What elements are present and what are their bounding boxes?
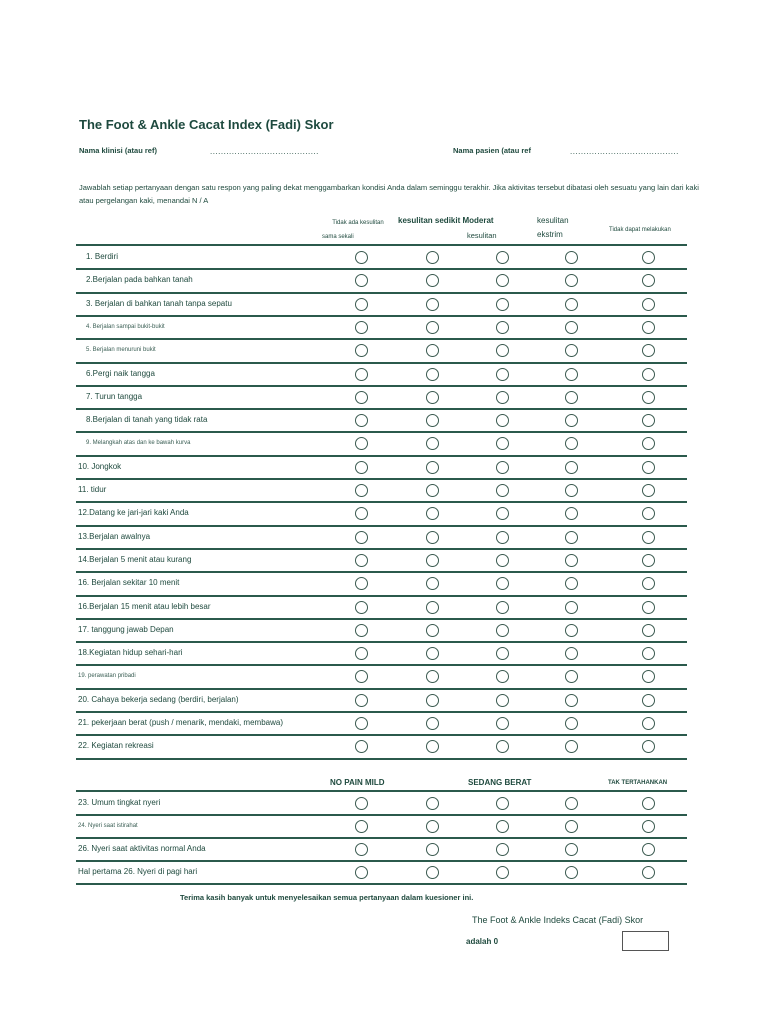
activity-radio-option-5[interactable] bbox=[642, 461, 655, 474]
activity-radio-option-3[interactable] bbox=[496, 298, 509, 311]
pain-radio-option-4[interactable] bbox=[565, 820, 578, 833]
activity-radio-option-1[interactable] bbox=[355, 694, 368, 707]
pain-radio-option-1[interactable] bbox=[355, 843, 368, 856]
activity-question-label: 20. Cahaya bekerja sedang (berdiri, berjalan) bbox=[78, 694, 239, 704]
activity-question-label: 6.Pergi naik tangga bbox=[86, 368, 155, 378]
activity-question-label: 12.Datang ke jari-jari kaki Anda bbox=[78, 508, 189, 518]
pain-radio-option-2[interactable] bbox=[426, 797, 439, 810]
activity-question-label: 8.Berjalan di tanah yang tidak rata bbox=[86, 415, 208, 425]
activity-radio-option-5[interactable] bbox=[642, 274, 655, 287]
activity-radio-option-1[interactable] bbox=[355, 531, 368, 544]
activity-radio-option-4[interactable] bbox=[565, 414, 578, 427]
pain-radio-option-4[interactable] bbox=[565, 866, 578, 879]
pain-row bbox=[76, 792, 687, 815]
activity-radio-option-4[interactable] bbox=[565, 694, 578, 707]
pain-row bbox=[76, 815, 687, 838]
activity-row bbox=[76, 339, 687, 362]
activity-row bbox=[76, 269, 687, 292]
activity-radio-option-2[interactable] bbox=[426, 717, 439, 730]
score-title: The Foot & Ankle Indeks Cacat (Fadi) Skor bbox=[472, 915, 644, 925]
pain-radio-option-5[interactable] bbox=[642, 797, 655, 810]
activity-radio-option-2[interactable] bbox=[426, 484, 439, 497]
activity-radio-option-3[interactable] bbox=[496, 554, 509, 567]
activity-question-label: 22. Kegiatan rekreasi bbox=[78, 741, 154, 751]
pain-row bbox=[76, 861, 687, 884]
col4-line1: kesulitan bbox=[537, 216, 569, 225]
activity-radio-option-5[interactable] bbox=[642, 624, 655, 637]
activity-radio-option-2[interactable] bbox=[426, 507, 439, 520]
activity-radio-option-5[interactable] bbox=[642, 321, 655, 334]
activity-radio-option-5[interactable] bbox=[642, 601, 655, 614]
activity-radio-option-4[interactable] bbox=[565, 437, 578, 450]
activity-question-label: 19. perawatan pribadi bbox=[78, 673, 136, 680]
activity-radio-option-2[interactable] bbox=[426, 554, 439, 567]
activity-radio-option-3[interactable] bbox=[496, 670, 509, 683]
activity-radio-option-2[interactable] bbox=[426, 624, 439, 637]
activity-radio-option-1[interactable] bbox=[355, 437, 368, 450]
activity-radio-option-4[interactable] bbox=[565, 647, 578, 660]
activity-radio-option-2[interactable] bbox=[426, 321, 439, 334]
activity-radio-option-2[interactable] bbox=[426, 274, 439, 287]
activity-radio-option-1[interactable] bbox=[355, 321, 368, 334]
col4-line2: ekstrim bbox=[537, 230, 563, 239]
activity-question-label: 16.Berjalan 15 menit atau lebih besar bbox=[78, 601, 211, 611]
pain-radio-option-2[interactable] bbox=[426, 866, 439, 879]
col-header-3: kesulitan bbox=[467, 231, 497, 240]
pain-col-header-3: TAK TERTAHANKAN bbox=[608, 780, 668, 786]
activity-radio-option-2[interactable] bbox=[426, 251, 439, 264]
pain-divider bbox=[76, 883, 687, 885]
activity-radio-option-4[interactable] bbox=[565, 740, 578, 753]
activity-question-label: 18.Kegiatan hidup sehari-hari bbox=[78, 648, 183, 658]
activity-radio-option-4[interactable] bbox=[565, 624, 578, 637]
col1-line1: Tidak ada kesulitan bbox=[332, 220, 384, 226]
activity-radio-option-5[interactable] bbox=[642, 298, 655, 311]
activity-question-label: 7. Turun tangga bbox=[86, 391, 143, 401]
activity-radio-option-3[interactable] bbox=[496, 624, 509, 637]
activity-radio-option-3[interactable] bbox=[496, 740, 509, 753]
activity-question-label: 11. tidur bbox=[78, 485, 107, 494]
activity-radio-option-5[interactable] bbox=[642, 554, 655, 567]
activity-question-label: 17. tanggung jawab Depan bbox=[78, 624, 174, 634]
activity-radio-option-5[interactable] bbox=[642, 670, 655, 683]
activity-radio-option-5[interactable] bbox=[642, 391, 655, 404]
activity-radio-option-4[interactable] bbox=[565, 577, 578, 590]
activity-radio-option-2[interactable] bbox=[426, 694, 439, 707]
patient-field[interactable]: ........................................ bbox=[570, 147, 679, 156]
pain-row bbox=[76, 838, 687, 861]
activity-question-label: 5. Berjalan menuruni bukit bbox=[86, 347, 156, 354]
pain-radio-option-3[interactable] bbox=[496, 820, 509, 833]
activity-radio-option-1[interactable] bbox=[355, 391, 368, 404]
activity-row bbox=[76, 619, 687, 642]
activity-radio-option-3[interactable] bbox=[496, 414, 509, 427]
activity-radio-option-2[interactable] bbox=[426, 298, 439, 311]
activity-question-label: 10. Jongkok bbox=[78, 461, 122, 471]
activity-row bbox=[76, 665, 687, 688]
activity-radio-option-3[interactable] bbox=[496, 484, 509, 497]
activity-radio-option-1[interactable] bbox=[355, 368, 368, 381]
activity-radio-option-2[interactable] bbox=[426, 670, 439, 683]
activity-radio-option-3[interactable] bbox=[496, 647, 509, 660]
activity-question-label: 3. Berjalan di bahkan tanah tanpa sepatu bbox=[86, 298, 232, 308]
form-title: The Foot & Ankle Cacat Index (Fadi) Skor bbox=[79, 117, 334, 132]
activity-radio-option-2[interactable] bbox=[426, 601, 439, 614]
clinician-field[interactable]: ........................................ bbox=[210, 147, 319, 156]
activity-radio-option-1[interactable] bbox=[355, 577, 368, 590]
activity-radio-option-3[interactable] bbox=[496, 461, 509, 474]
activity-radio-option-2[interactable] bbox=[426, 531, 439, 544]
activity-radio-option-1[interactable] bbox=[355, 274, 368, 287]
activity-radio-option-1[interactable] bbox=[355, 414, 368, 427]
activity-row bbox=[76, 409, 687, 432]
score-box[interactable] bbox=[622, 931, 669, 951]
col-header-5: Tidak dapat melakukan bbox=[609, 227, 671, 233]
activity-radio-option-2[interactable] bbox=[426, 391, 439, 404]
activity-radio-option-3[interactable] bbox=[496, 694, 509, 707]
activity-question-label: 13.Berjalan awalnya bbox=[78, 531, 151, 541]
thanks-note: Terima kasih banyak untuk menyelesaikan semua pertanyaan dalam kuesioner ini. bbox=[180, 893, 474, 902]
activity-radio-option-1[interactable] bbox=[355, 717, 368, 730]
clinician-label: Nama klinisi (atau ref) bbox=[79, 146, 157, 155]
activity-question-label: 21. pekerjaan berat (push / menarik, mendaki, membawa) bbox=[78, 718, 283, 727]
activity-radio-option-4[interactable] bbox=[565, 531, 578, 544]
activity-radio-option-3[interactable] bbox=[496, 391, 509, 404]
pain-radio-option-3[interactable] bbox=[496, 843, 509, 856]
activity-radio-option-3[interactable] bbox=[496, 251, 509, 264]
activity-radio-option-5[interactable] bbox=[642, 251, 655, 264]
pain-radio-option-2[interactable] bbox=[426, 843, 439, 856]
activity-question-label: 2.Berjalan pada bahkan tanah bbox=[86, 275, 193, 285]
pain-question-label: 26. Nyeri saat aktivitas normal Anda bbox=[78, 844, 206, 853]
activity-radio-option-3[interactable] bbox=[496, 274, 509, 287]
activity-radio-option-3[interactable] bbox=[496, 717, 509, 730]
activity-question-label: 1. Berdiri bbox=[86, 252, 119, 261]
activity-radio-option-5[interactable] bbox=[642, 344, 655, 357]
activity-radio-option-4[interactable] bbox=[565, 554, 578, 567]
col-header-2: kesulitan sedikit Moderat bbox=[398, 216, 494, 225]
pain-radio-option-1[interactable] bbox=[355, 866, 368, 879]
activity-radio-option-2[interactable] bbox=[426, 368, 439, 381]
activity-radio-option-2[interactable] bbox=[426, 437, 439, 450]
activity-radio-option-1[interactable] bbox=[355, 484, 368, 497]
activity-row bbox=[76, 363, 687, 386]
activity-question-label: 14.Berjalan 5 menit atau kurang bbox=[78, 554, 192, 564]
activity-radio-option-4[interactable] bbox=[565, 298, 578, 311]
activity-radio-option-4[interactable] bbox=[565, 670, 578, 683]
activity-row bbox=[76, 502, 687, 525]
activity-radio-option-5[interactable] bbox=[642, 484, 655, 497]
activity-radio-option-1[interactable] bbox=[355, 344, 368, 357]
col-header-4 bbox=[537, 214, 569, 242]
activity-radio-option-4[interactable] bbox=[565, 507, 578, 520]
activity-radio-option-2[interactable] bbox=[426, 740, 439, 753]
activity-radio-option-5[interactable] bbox=[642, 531, 655, 544]
activity-radio-option-1[interactable] bbox=[355, 624, 368, 637]
activity-row bbox=[76, 479, 687, 502]
activity-radio-option-4[interactable] bbox=[565, 321, 578, 334]
activity-radio-option-1[interactable] bbox=[355, 507, 368, 520]
pain-col-header-2: SEDANG BERAT bbox=[468, 778, 532, 787]
pain-radio-option-4[interactable] bbox=[565, 843, 578, 856]
activity-radio-option-1[interactable] bbox=[355, 554, 368, 567]
pain-radio-option-4[interactable] bbox=[565, 797, 578, 810]
col1-line2: sama sekali bbox=[322, 234, 354, 240]
activity-radio-option-1[interactable] bbox=[355, 670, 368, 683]
activity-radio-option-3[interactable] bbox=[496, 577, 509, 590]
activity-radio-option-1[interactable] bbox=[355, 298, 368, 311]
pain-radio-option-1[interactable] bbox=[355, 820, 368, 833]
instructions: Jawablah setiap pertanyaan dengan satu respon yang paling dekat menggambarkan kondisi Anda dalam seminggu terakhir. Jika aktivitas tersebut dibatasi oleh sesuatu yang lain dari kaki atau pergelangan kaki, menandai N / A bbox=[79, 183, 699, 205]
activity-question-label: 9. Melangkah atas dan ke bawah kurva bbox=[86, 440, 191, 447]
pain-question-label: 24. Nyeri saat istirahat bbox=[78, 823, 138, 829]
activity-radio-option-1[interactable] bbox=[355, 740, 368, 753]
activity-row bbox=[76, 526, 687, 549]
pain-radio-option-5[interactable] bbox=[642, 866, 655, 879]
activity-radio-option-2[interactable] bbox=[426, 344, 439, 357]
activity-radio-option-1[interactable] bbox=[355, 461, 368, 474]
activity-radio-option-4[interactable] bbox=[565, 391, 578, 404]
activity-radio-option-5[interactable] bbox=[642, 694, 655, 707]
activity-row bbox=[76, 316, 687, 339]
patient-label: Nama pasien (atau ref bbox=[453, 146, 531, 155]
activity-radio-option-5[interactable] bbox=[642, 577, 655, 590]
activity-row bbox=[76, 596, 687, 619]
activity-radio-option-5[interactable] bbox=[642, 647, 655, 660]
activity-radio-option-5[interactable] bbox=[642, 507, 655, 520]
pain-radio-option-5[interactable] bbox=[642, 820, 655, 833]
activity-radio-option-3[interactable] bbox=[496, 507, 509, 520]
activity-divider bbox=[76, 758, 687, 760]
col-header-1 bbox=[318, 216, 398, 244]
activity-radio-option-3[interactable] bbox=[496, 531, 509, 544]
activity-radio-option-4[interactable] bbox=[565, 717, 578, 730]
pain-radio-option-2[interactable] bbox=[426, 820, 439, 833]
activity-radio-option-1[interactable] bbox=[355, 601, 368, 614]
activity-question-label: 16. Berjalan sekitar 10 menit bbox=[78, 578, 180, 588]
activity-radio-option-3[interactable] bbox=[496, 437, 509, 450]
activity-row bbox=[76, 712, 687, 735]
activity-radio-option-3[interactable] bbox=[496, 368, 509, 381]
activity-row bbox=[76, 572, 687, 595]
activity-radio-option-5[interactable] bbox=[642, 414, 655, 427]
activity-radio-option-1[interactable] bbox=[355, 647, 368, 660]
activity-row bbox=[76, 246, 687, 269]
activity-radio-option-3[interactable] bbox=[496, 321, 509, 334]
activity-radio-option-1[interactable] bbox=[355, 251, 368, 264]
pain-radio-option-3[interactable] bbox=[496, 866, 509, 879]
activity-radio-option-4[interactable] bbox=[565, 601, 578, 614]
activity-row bbox=[76, 386, 687, 409]
activity-radio-option-4[interactable] bbox=[565, 274, 578, 287]
activity-radio-option-5[interactable] bbox=[642, 368, 655, 381]
score-text: adalah 0 bbox=[466, 937, 499, 946]
activity-radio-option-3[interactable] bbox=[496, 601, 509, 614]
activity-row bbox=[76, 293, 687, 316]
activity-row bbox=[76, 432, 687, 455]
activity-radio-option-4[interactable] bbox=[565, 461, 578, 474]
activity-radio-option-4[interactable] bbox=[565, 344, 578, 357]
activity-radio-option-4[interactable] bbox=[565, 251, 578, 264]
pain-radio-option-1[interactable] bbox=[355, 797, 368, 810]
activity-radio-option-4[interactable] bbox=[565, 484, 578, 497]
pain-question-label: Hal pertama 26. Nyeri di pagi hari bbox=[78, 867, 198, 876]
activity-radio-option-3[interactable] bbox=[496, 344, 509, 357]
activity-question-label: 4. Berjalan sampai bukit-bukit bbox=[86, 323, 165, 330]
activity-radio-option-2[interactable] bbox=[426, 461, 439, 474]
activity-row bbox=[76, 689, 687, 712]
pain-radio-option-3[interactable] bbox=[496, 797, 509, 810]
activity-radio-option-2[interactable] bbox=[426, 414, 439, 427]
activity-radio-option-5[interactable] bbox=[642, 717, 655, 730]
activity-row bbox=[76, 549, 687, 572]
activity-radio-option-2[interactable] bbox=[426, 577, 439, 590]
activity-radio-option-5[interactable] bbox=[642, 740, 655, 753]
activity-radio-option-5[interactable] bbox=[642, 437, 655, 450]
activity-radio-option-2[interactable] bbox=[426, 647, 439, 660]
activity-row bbox=[76, 642, 687, 665]
pain-radio-option-5[interactable] bbox=[642, 843, 655, 856]
activity-row bbox=[76, 735, 687, 758]
activity-row bbox=[76, 456, 687, 479]
pain-col-header-1: NO PAIN MILD bbox=[330, 778, 385, 787]
activity-radio-option-4[interactable] bbox=[565, 368, 578, 381]
pain-question-label: 23. Umum tingkat nyeri bbox=[78, 798, 161, 807]
